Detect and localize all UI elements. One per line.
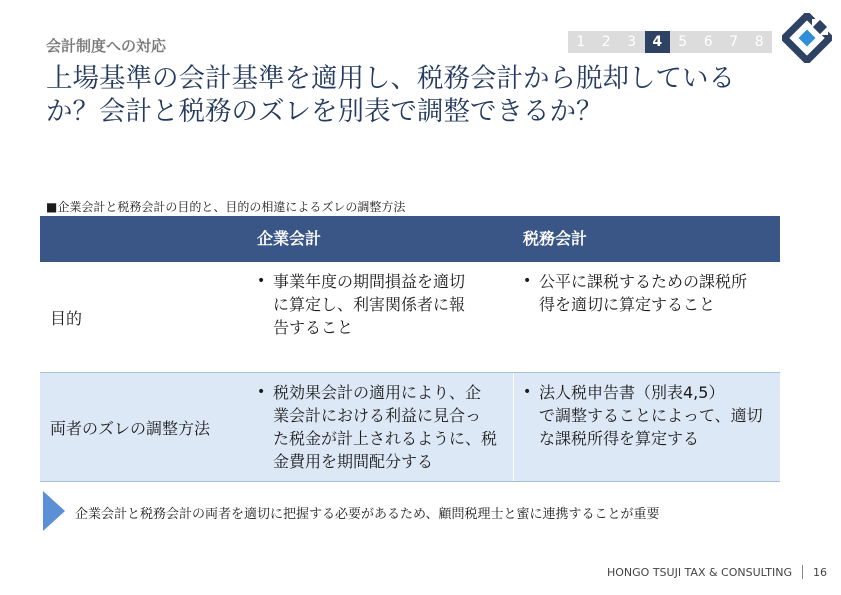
cell-line: 金費用を期間配分する (273, 452, 434, 471)
bullet-icon: • (523, 273, 532, 289)
cell-line: 公平に課税するための課税所 (539, 272, 748, 291)
page-tab-4-active[interactable]: 4 (645, 31, 671, 53)
tax-cell (513, 262, 780, 372)
table-row (40, 262, 780, 373)
tax-cell (513, 373, 780, 481)
cell-line: に算定し、利害関係者に報 (273, 295, 466, 314)
cell-line: た税金が計上されるように、税 (273, 429, 498, 448)
page-tab-6[interactable]: 6 (696, 31, 722, 53)
footer (607, 565, 827, 579)
page-navigator (568, 31, 772, 53)
header-cell-corporate: 企業会計 (257, 229, 322, 248)
footer-company-name: HONGO TSUJI TAX & CONSULTING (606, 565, 792, 579)
cell-line: で調整することによって、適切 (539, 406, 763, 425)
page-tab-1[interactable]: 1 (568, 31, 594, 53)
bullet-icon: • (257, 384, 266, 400)
row-label: 両者のズレの調整方法 (50, 418, 211, 438)
page-title (46, 62, 786, 128)
bullet-icon: • (257, 273, 266, 289)
table-row (40, 373, 780, 482)
cell-line: 告すること (273, 318, 354, 337)
column-divider (513, 373, 514, 481)
corporate-cell (243, 373, 513, 481)
cell-line: 事業年度の期間損益を適切 (273, 272, 466, 291)
cell-line: な課税所得を算定する (539, 429, 700, 448)
bullet-icon: • (523, 384, 532, 400)
page-tab-5[interactable]: 5 (670, 31, 696, 53)
section-label: 会計制度への対応 (46, 37, 167, 55)
table-header-row (40, 216, 780, 262)
corporate-cell (243, 262, 513, 372)
cell-line: 税効果会計の適用により、企 (273, 383, 482, 402)
comparison-table (40, 216, 780, 482)
header-cell-tax: 税務会計 (523, 229, 588, 248)
cell-line: 得を適切に算定すること (539, 295, 716, 314)
footer-divider (802, 565, 803, 579)
row-label: 目的 (50, 308, 83, 328)
company-logo-icon (782, 13, 832, 63)
arrow-right-icon (43, 491, 65, 531)
key-note: 企業会計と税務会計の両者を適切に把握する必要があるため、顧問税理士と蜜に連携することが重要 (75, 507, 660, 522)
cell-line: 業会計における利益に見合っ (273, 406, 482, 425)
header-cell-empty (40, 216, 243, 262)
title-line-1: 上場基準の会計基準を適用し、税務会計から脱却している (46, 63, 735, 94)
page-tab-7[interactable]: 7 (721, 31, 747, 53)
page-tab-3[interactable]: 3 (619, 31, 645, 53)
page-number: 16 (813, 565, 827, 579)
page-tab-8[interactable]: 8 (747, 31, 773, 53)
cell-line: 法人税申告書（別表4,5） (539, 383, 725, 402)
page-tab-2[interactable]: 2 (594, 31, 620, 53)
title-line-2: か？会計と税務のズレを別表で調整できるか？ (46, 96, 603, 127)
table-caption: ■企業会計と税務会計の目的と、目的の相違によるズレの調整方法 (46, 200, 406, 214)
